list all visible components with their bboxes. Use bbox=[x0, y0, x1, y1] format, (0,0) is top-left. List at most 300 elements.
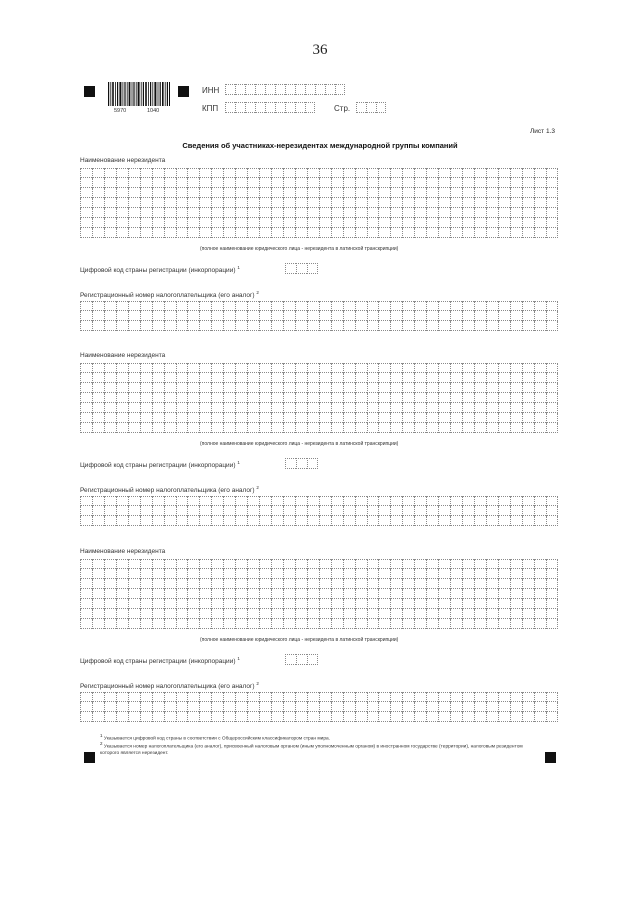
char-cell[interactable] bbox=[235, 208, 247, 218]
char-cell[interactable] bbox=[295, 301, 307, 311]
char-cell[interactable] bbox=[187, 383, 199, 393]
char-cell[interactable] bbox=[486, 403, 498, 413]
kpp-field[interactable] bbox=[225, 102, 315, 113]
char-cell[interactable] bbox=[223, 208, 235, 218]
char-cell[interactable] bbox=[426, 559, 438, 569]
char-cell[interactable] bbox=[164, 168, 176, 178]
char-cell[interactable] bbox=[355, 569, 367, 579]
char-cell[interactable] bbox=[534, 712, 546, 722]
char-cell[interactable] bbox=[367, 496, 379, 506]
char-cell[interactable] bbox=[199, 619, 211, 629]
char-cell[interactable] bbox=[80, 413, 92, 423]
char-cell[interactable] bbox=[534, 516, 546, 526]
char-cell[interactable] bbox=[343, 702, 355, 712]
char-cell[interactable] bbox=[80, 383, 92, 393]
char-cell[interactable] bbox=[462, 403, 474, 413]
char-cell[interactable] bbox=[92, 619, 104, 629]
char-cell[interactable] bbox=[331, 589, 343, 599]
char-cell[interactable] bbox=[450, 589, 462, 599]
char-cell[interactable] bbox=[546, 599, 558, 609]
char-cell[interactable] bbox=[474, 712, 486, 722]
char-cell[interactable] bbox=[367, 702, 379, 712]
char-cell[interactable] bbox=[510, 589, 522, 599]
char-cell[interactable] bbox=[462, 702, 474, 712]
char-cell[interactable] bbox=[510, 311, 522, 321]
char-cell[interactable] bbox=[319, 559, 331, 569]
char-cell[interactable] bbox=[164, 321, 176, 331]
char-cell[interactable] bbox=[104, 218, 116, 228]
char-cell[interactable] bbox=[402, 609, 414, 619]
char-cell[interactable] bbox=[426, 178, 438, 188]
char-cell[interactable] bbox=[235, 423, 247, 433]
char-cell[interactable] bbox=[176, 609, 188, 619]
char-cell[interactable] bbox=[438, 516, 450, 526]
char-cell[interactable] bbox=[128, 516, 140, 526]
char-cell[interactable] bbox=[271, 599, 283, 609]
char-cell[interactable] bbox=[271, 198, 283, 208]
char-cell[interactable] bbox=[152, 321, 164, 331]
char-cell[interactable] bbox=[247, 423, 259, 433]
char-cell[interactable] bbox=[176, 506, 188, 516]
char-cell[interactable] bbox=[259, 692, 271, 702]
char-cell[interactable] bbox=[438, 609, 450, 619]
char-cell[interactable] bbox=[116, 383, 128, 393]
char-cell[interactable] bbox=[92, 373, 104, 383]
char-cell[interactable] bbox=[211, 208, 223, 218]
char-cell[interactable] bbox=[426, 393, 438, 403]
char-cell[interactable] bbox=[331, 228, 343, 238]
char-cell[interactable] bbox=[223, 692, 235, 702]
char-cell[interactable] bbox=[307, 301, 319, 311]
char-cell[interactable] bbox=[390, 609, 402, 619]
char-cell[interactable] bbox=[223, 579, 235, 589]
char-cell[interactable] bbox=[295, 188, 307, 198]
char-cell[interactable] bbox=[80, 178, 92, 188]
char-cell-row[interactable] bbox=[80, 702, 558, 712]
char-cell[interactable] bbox=[199, 506, 211, 516]
char-cell[interactable] bbox=[426, 208, 438, 218]
char-cell[interactable] bbox=[295, 599, 307, 609]
char-cell[interactable] bbox=[259, 516, 271, 526]
char-cell[interactable] bbox=[152, 692, 164, 702]
char-cell[interactable] bbox=[199, 178, 211, 188]
char-cell[interactable] bbox=[80, 506, 92, 516]
char-cell[interactable] bbox=[450, 516, 462, 526]
char-cell[interactable] bbox=[92, 383, 104, 393]
char-cell[interactable] bbox=[176, 198, 188, 208]
char-cell[interactable] bbox=[331, 311, 343, 321]
char-cell[interactable] bbox=[104, 599, 116, 609]
char-cell[interactable] bbox=[235, 168, 247, 178]
char-cell[interactable] bbox=[426, 423, 438, 433]
char-cell[interactable] bbox=[307, 188, 319, 198]
char-cell[interactable] bbox=[152, 373, 164, 383]
char-cell[interactable] bbox=[271, 228, 283, 238]
char-cell[interactable] bbox=[367, 178, 379, 188]
char-cell[interactable] bbox=[92, 321, 104, 331]
char-cell[interactable] bbox=[474, 363, 486, 373]
char-cell[interactable] bbox=[450, 579, 462, 589]
char-cell[interactable] bbox=[426, 403, 438, 413]
char-cell[interactable] bbox=[140, 496, 152, 506]
char-cell[interactable] bbox=[343, 609, 355, 619]
char-cell[interactable] bbox=[187, 423, 199, 433]
char-cell[interactable] bbox=[164, 311, 176, 321]
char-cell[interactable] bbox=[546, 403, 558, 413]
char-cell[interactable] bbox=[355, 423, 367, 433]
char-cell[interactable] bbox=[116, 496, 128, 506]
country-code-field-2[interactable] bbox=[285, 458, 318, 469]
char-cell[interactable] bbox=[247, 516, 259, 526]
char-cell[interactable] bbox=[546, 188, 558, 198]
char-cell[interactable] bbox=[402, 403, 414, 413]
char-cell[interactable] bbox=[128, 218, 140, 228]
char-cell[interactable] bbox=[390, 168, 402, 178]
char-cell[interactable] bbox=[367, 218, 379, 228]
char-cell[interactable] bbox=[474, 619, 486, 629]
char-cell[interactable] bbox=[390, 579, 402, 589]
char-cell[interactable] bbox=[378, 619, 390, 629]
char-cell[interactable] bbox=[498, 393, 510, 403]
char-cell[interactable] bbox=[176, 228, 188, 238]
char-cell[interactable] bbox=[534, 393, 546, 403]
char-cell[interactable] bbox=[450, 321, 462, 331]
char-cell[interactable] bbox=[510, 506, 522, 516]
char-cell[interactable] bbox=[152, 178, 164, 188]
char-cell[interactable] bbox=[92, 393, 104, 403]
char-cell[interactable] bbox=[283, 609, 295, 619]
char-cell[interactable] bbox=[319, 506, 331, 516]
char-cell[interactable] bbox=[247, 619, 259, 629]
char-cell[interactable] bbox=[152, 712, 164, 722]
char-cell[interactable] bbox=[176, 403, 188, 413]
char-cell[interactable] bbox=[128, 506, 140, 516]
char-cell[interactable] bbox=[259, 496, 271, 506]
char-cell[interactable] bbox=[486, 363, 498, 373]
char-cell[interactable] bbox=[211, 373, 223, 383]
char-cell[interactable] bbox=[355, 413, 367, 423]
char-cell[interactable] bbox=[546, 321, 558, 331]
char-cell[interactable] bbox=[199, 383, 211, 393]
char-cell[interactable] bbox=[390, 413, 402, 423]
char-cell[interactable] bbox=[235, 496, 247, 506]
char-cell[interactable] bbox=[414, 712, 426, 722]
char-cell[interactable] bbox=[390, 692, 402, 702]
char-cell-row[interactable] bbox=[80, 506, 558, 516]
char-cell[interactable] bbox=[426, 168, 438, 178]
char-cell[interactable] bbox=[176, 579, 188, 589]
char-cell[interactable] bbox=[510, 712, 522, 722]
char-cell[interactable] bbox=[402, 516, 414, 526]
char-cell[interactable] bbox=[546, 506, 558, 516]
char-cell[interactable] bbox=[331, 599, 343, 609]
char-cell[interactable] bbox=[331, 168, 343, 178]
char-cell[interactable] bbox=[319, 218, 331, 228]
char-cell[interactable] bbox=[522, 579, 534, 589]
char-cell[interactable] bbox=[510, 363, 522, 373]
char-cell[interactable] bbox=[116, 301, 128, 311]
char-cell[interactable] bbox=[223, 423, 235, 433]
char-cell[interactable] bbox=[414, 516, 426, 526]
char-cell[interactable] bbox=[486, 383, 498, 393]
char-cell[interactable] bbox=[247, 692, 259, 702]
char-cell[interactable] bbox=[128, 311, 140, 321]
char-cell[interactable] bbox=[319, 702, 331, 712]
char-cell[interactable] bbox=[343, 692, 355, 702]
char-cell[interactable] bbox=[307, 311, 319, 321]
char-cell[interactable] bbox=[546, 373, 558, 383]
char-cell[interactable] bbox=[259, 619, 271, 629]
char-cell[interactable] bbox=[295, 516, 307, 526]
char-cell[interactable] bbox=[498, 363, 510, 373]
char-cell[interactable] bbox=[187, 311, 199, 321]
char-cell[interactable] bbox=[140, 569, 152, 579]
char-cell[interactable] bbox=[426, 619, 438, 629]
char-cell[interactable] bbox=[235, 506, 247, 516]
char-cell[interactable] bbox=[378, 301, 390, 311]
char-cell[interactable] bbox=[235, 311, 247, 321]
char-cell[interactable] bbox=[223, 393, 235, 403]
char-cell[interactable] bbox=[450, 363, 462, 373]
char-cell[interactable] bbox=[462, 363, 474, 373]
char-cell[interactable] bbox=[259, 228, 271, 238]
char-cell[interactable] bbox=[438, 619, 450, 629]
char-cell[interactable] bbox=[450, 178, 462, 188]
char-cell[interactable] bbox=[164, 619, 176, 629]
char-cell[interactable] bbox=[271, 506, 283, 516]
char-cell-row[interactable] bbox=[80, 188, 558, 198]
char-cell[interactable] bbox=[164, 363, 176, 373]
char-cell[interactable] bbox=[164, 373, 176, 383]
char-cell[interactable] bbox=[438, 311, 450, 321]
char-cell[interactable] bbox=[164, 599, 176, 609]
char-cell[interactable] bbox=[271, 383, 283, 393]
char-cell[interactable] bbox=[534, 383, 546, 393]
char-cell[interactable] bbox=[534, 506, 546, 516]
char-cell[interactable] bbox=[343, 516, 355, 526]
char-cell[interactable] bbox=[438, 569, 450, 579]
char-cell[interactable] bbox=[486, 712, 498, 722]
char-cell[interactable] bbox=[199, 702, 211, 712]
char-cell[interactable] bbox=[116, 589, 128, 599]
char-cell[interactable] bbox=[534, 363, 546, 373]
char-cell[interactable] bbox=[546, 311, 558, 321]
char-cell[interactable] bbox=[271, 712, 283, 722]
char-cell[interactable] bbox=[319, 599, 331, 609]
char-cell[interactable] bbox=[80, 403, 92, 413]
char-cell[interactable] bbox=[80, 609, 92, 619]
char-cell[interactable] bbox=[510, 373, 522, 383]
char-cell[interactable] bbox=[92, 496, 104, 506]
char-cell[interactable] bbox=[462, 383, 474, 393]
char-cell[interactable] bbox=[223, 506, 235, 516]
char-cell[interactable] bbox=[271, 559, 283, 569]
char-cell-row[interactable] bbox=[80, 178, 558, 188]
char-cell[interactable] bbox=[510, 301, 522, 311]
char-cell[interactable] bbox=[80, 589, 92, 599]
char-cell[interactable] bbox=[223, 569, 235, 579]
char-cell[interactable] bbox=[510, 559, 522, 569]
char-cell[interactable] bbox=[367, 579, 379, 589]
char-cell[interactable] bbox=[331, 496, 343, 506]
char-cell[interactable] bbox=[187, 692, 199, 702]
char-cell[interactable] bbox=[343, 496, 355, 506]
char-cell[interactable] bbox=[450, 702, 462, 712]
char-cell[interactable] bbox=[402, 692, 414, 702]
char-cell[interactable] bbox=[187, 609, 199, 619]
char-cell[interactable] bbox=[80, 579, 92, 589]
char-cell[interactable] bbox=[271, 579, 283, 589]
char-cell[interactable] bbox=[331, 423, 343, 433]
char-cell[interactable] bbox=[295, 589, 307, 599]
char-cell[interactable] bbox=[450, 168, 462, 178]
char-cell[interactable] bbox=[450, 403, 462, 413]
char-cell[interactable] bbox=[546, 168, 558, 178]
tax-number-grid-3[interactable] bbox=[80, 692, 558, 722]
char-cell[interactable] bbox=[152, 559, 164, 569]
char-cell[interactable] bbox=[164, 383, 176, 393]
char-cell[interactable] bbox=[92, 559, 104, 569]
char-cell[interactable] bbox=[450, 393, 462, 403]
char-cell[interactable] bbox=[128, 321, 140, 331]
char-cell[interactable] bbox=[390, 198, 402, 208]
char-cell[interactable] bbox=[355, 321, 367, 331]
char-cell[interactable] bbox=[426, 363, 438, 373]
char-cell[interactable] bbox=[152, 208, 164, 218]
char-cell[interactable] bbox=[247, 579, 259, 589]
char-cell[interactable] bbox=[426, 569, 438, 579]
char-cell[interactable] bbox=[295, 506, 307, 516]
char-cell[interactable] bbox=[426, 413, 438, 423]
char-cell[interactable] bbox=[438, 403, 450, 413]
char-cell[interactable] bbox=[450, 383, 462, 393]
char-cell[interactable] bbox=[390, 178, 402, 188]
char-cell[interactable] bbox=[92, 702, 104, 712]
char-cell[interactable] bbox=[295, 178, 307, 188]
char-cell[interactable] bbox=[187, 712, 199, 722]
char-cell[interactable] bbox=[199, 599, 211, 609]
char-cell[interactable] bbox=[211, 311, 223, 321]
char-cell[interactable] bbox=[176, 413, 188, 423]
char-cell[interactable] bbox=[128, 413, 140, 423]
char-cell[interactable] bbox=[498, 373, 510, 383]
char-cell[interactable] bbox=[319, 168, 331, 178]
char-cell[interactable] bbox=[104, 516, 116, 526]
char-cell[interactable] bbox=[80, 619, 92, 629]
char-cell[interactable] bbox=[378, 228, 390, 238]
char-cell[interactable] bbox=[474, 516, 486, 526]
char-cell-row[interactable] bbox=[80, 321, 558, 331]
char-cell[interactable] bbox=[450, 228, 462, 238]
char-cell[interactable] bbox=[199, 413, 211, 423]
char-cell[interactable] bbox=[116, 178, 128, 188]
char-cell[interactable] bbox=[211, 712, 223, 722]
char-cell[interactable] bbox=[474, 373, 486, 383]
char-cell[interactable] bbox=[259, 363, 271, 373]
char-cell[interactable] bbox=[247, 702, 259, 712]
char-cell[interactable] bbox=[128, 198, 140, 208]
char-cell[interactable] bbox=[116, 599, 128, 609]
char-cell[interactable] bbox=[152, 609, 164, 619]
char-cell[interactable] bbox=[474, 218, 486, 228]
char-cell[interactable] bbox=[426, 321, 438, 331]
char-cell[interactable] bbox=[92, 188, 104, 198]
char-cell[interactable] bbox=[259, 569, 271, 579]
char-cell[interactable] bbox=[235, 403, 247, 413]
char-cell[interactable] bbox=[235, 609, 247, 619]
char-cell[interactable] bbox=[295, 208, 307, 218]
char-cell[interactable] bbox=[140, 218, 152, 228]
char-cell[interactable] bbox=[546, 301, 558, 311]
char-cell[interactable] bbox=[128, 589, 140, 599]
char-cell[interactable] bbox=[307, 692, 319, 702]
char-cell[interactable] bbox=[211, 506, 223, 516]
char-cell[interactable] bbox=[128, 579, 140, 589]
char-cell[interactable] bbox=[462, 218, 474, 228]
char-cell[interactable] bbox=[307, 393, 319, 403]
char-cell[interactable] bbox=[271, 692, 283, 702]
char-cell[interactable] bbox=[343, 599, 355, 609]
char-cell[interactable] bbox=[128, 373, 140, 383]
char-cell[interactable] bbox=[152, 599, 164, 609]
char-cell[interactable] bbox=[80, 569, 92, 579]
char-cell[interactable] bbox=[283, 311, 295, 321]
char-cell[interactable] bbox=[498, 168, 510, 178]
char-cell[interactable] bbox=[247, 311, 259, 321]
char-cell[interactable] bbox=[343, 393, 355, 403]
char-cell[interactable] bbox=[235, 198, 247, 208]
char-cell[interactable] bbox=[259, 188, 271, 198]
char-cell[interactable] bbox=[474, 383, 486, 393]
char-cell[interactable] bbox=[80, 168, 92, 178]
char-cell[interactable] bbox=[474, 702, 486, 712]
char-cell[interactable] bbox=[211, 702, 223, 712]
char-cell[interactable] bbox=[498, 516, 510, 526]
char-cell[interactable] bbox=[271, 168, 283, 178]
char-cell[interactable] bbox=[259, 198, 271, 208]
char-cell[interactable] bbox=[474, 228, 486, 238]
char-cell[interactable] bbox=[367, 609, 379, 619]
char-cell[interactable] bbox=[546, 413, 558, 423]
char-cell[interactable] bbox=[438, 599, 450, 609]
char-cell[interactable] bbox=[522, 311, 534, 321]
char-cell[interactable] bbox=[450, 712, 462, 722]
char-cell[interactable] bbox=[307, 599, 319, 609]
char-cell[interactable] bbox=[343, 413, 355, 423]
char-cell[interactable] bbox=[128, 363, 140, 373]
char-cell[interactable] bbox=[426, 301, 438, 311]
char-cell[interactable] bbox=[176, 619, 188, 629]
char-cell[interactable] bbox=[414, 218, 426, 228]
char-cell[interactable] bbox=[355, 702, 367, 712]
char-cell[interactable] bbox=[259, 609, 271, 619]
char-cell[interactable] bbox=[116, 403, 128, 413]
char-cell[interactable] bbox=[546, 569, 558, 579]
char-cell-row[interactable] bbox=[80, 423, 558, 433]
char-cell[interactable] bbox=[307, 496, 319, 506]
char-cell[interactable] bbox=[355, 311, 367, 321]
char-cell[interactable] bbox=[307, 403, 319, 413]
char-cell[interactable] bbox=[92, 589, 104, 599]
char-cell[interactable] bbox=[104, 702, 116, 712]
char-cell[interactable] bbox=[319, 311, 331, 321]
char-cell[interactable] bbox=[116, 188, 128, 198]
char-cell-row[interactable] bbox=[80, 579, 558, 589]
char-cell[interactable] bbox=[450, 188, 462, 198]
char-cell[interactable] bbox=[438, 168, 450, 178]
char-cell[interactable] bbox=[546, 393, 558, 403]
char-cell[interactable] bbox=[522, 496, 534, 506]
